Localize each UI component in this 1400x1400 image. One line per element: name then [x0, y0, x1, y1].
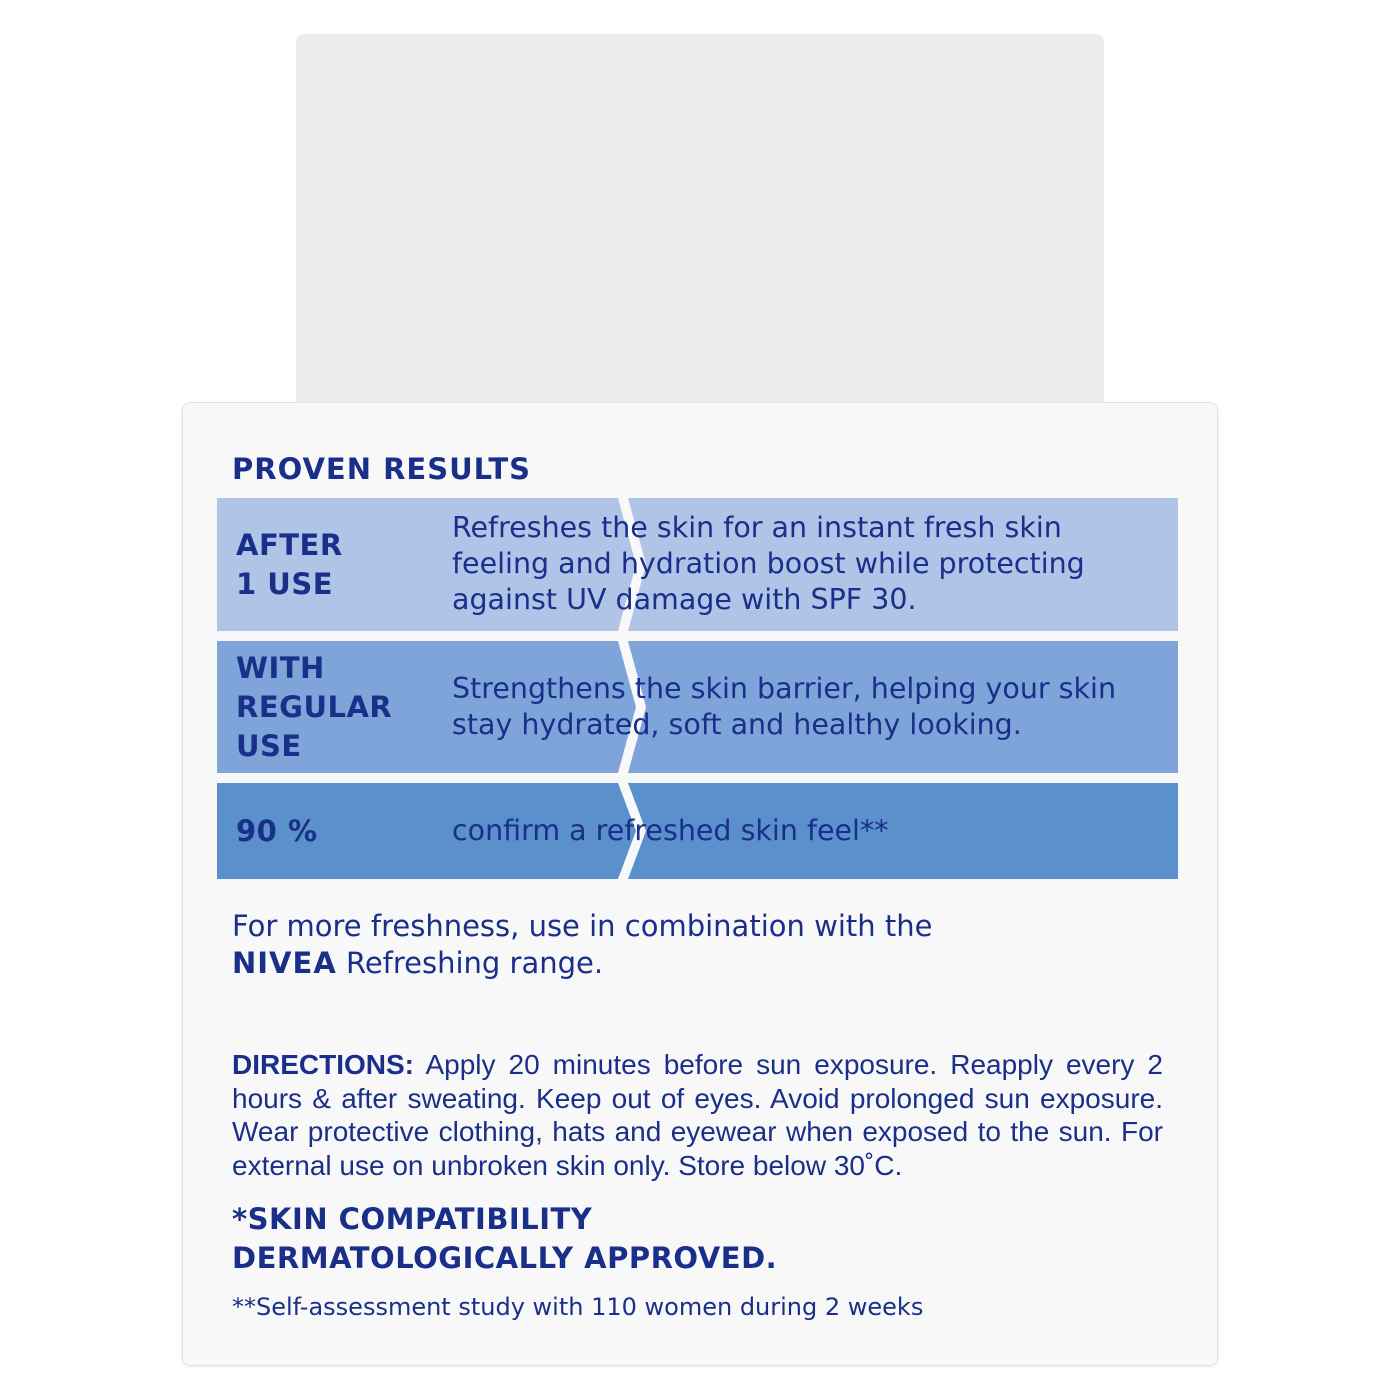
nivea-brand-name: NIVEA	[232, 946, 337, 980]
directions-paragraph	[232, 1048, 1163, 1182]
freshness-note	[232, 908, 1132, 982]
result-row-text: confirm a refreshed skin feel**	[452, 814, 889, 847]
directions-text: Apply 20 minutes before sun exposure. Reapply every 2 hours & after sweating. Keep out of eyes. Avoid prolonged sun exposure. Wear protective clothing, hats and eyewear when exposed to the sun. For external use on unbroken skin only. Store below 30˚C.	[232, 1049, 1163, 1181]
label-line: WITH	[236, 650, 325, 685]
compatibility-line-1: *SKIN COMPATIBILITY	[232, 1202, 593, 1236]
freshness-line-1: For more freshness, use in combination with the	[232, 909, 933, 943]
study-footnote: **Self-assessment study with 110 women during 2 weeks	[232, 1293, 924, 1321]
result-row-90-percent	[217, 783, 1178, 879]
result-row-text: Refreshes the skin for an instant fresh skin feeling and hydration boost while protecting against UV damage with SPF 30.	[452, 511, 1085, 616]
label-line: AFTER	[236, 527, 343, 562]
label-line: 1 USE	[236, 566, 334, 601]
proven-results-heading: PROVEN RESULTS	[232, 452, 532, 486]
label-line: 90 %	[236, 813, 318, 848]
result-row-after-1-use	[217, 498, 1178, 631]
result-row-label	[236, 641, 411, 773]
directions-label: DIRECTIONS:	[232, 1049, 414, 1080]
result-row-label	[236, 498, 411, 631]
skin-compatibility-claim	[232, 1200, 1132, 1278]
result-row-with-regular-use	[217, 641, 1178, 773]
result-row-text: Strengthens the skin barrier, helping your skin stay hydrated, soft and healthy looking.	[452, 672, 1117, 741]
freshness-line-2: Refreshing range.	[336, 946, 604, 980]
package-lid	[296, 34, 1104, 414]
label-line: REGULAR	[236, 689, 393, 724]
label-line: USE	[236, 728, 302, 763]
compatibility-line-2: DERMATOLOGICALLY APPROVED.	[232, 1241, 778, 1275]
result-row-label	[236, 783, 411, 879]
